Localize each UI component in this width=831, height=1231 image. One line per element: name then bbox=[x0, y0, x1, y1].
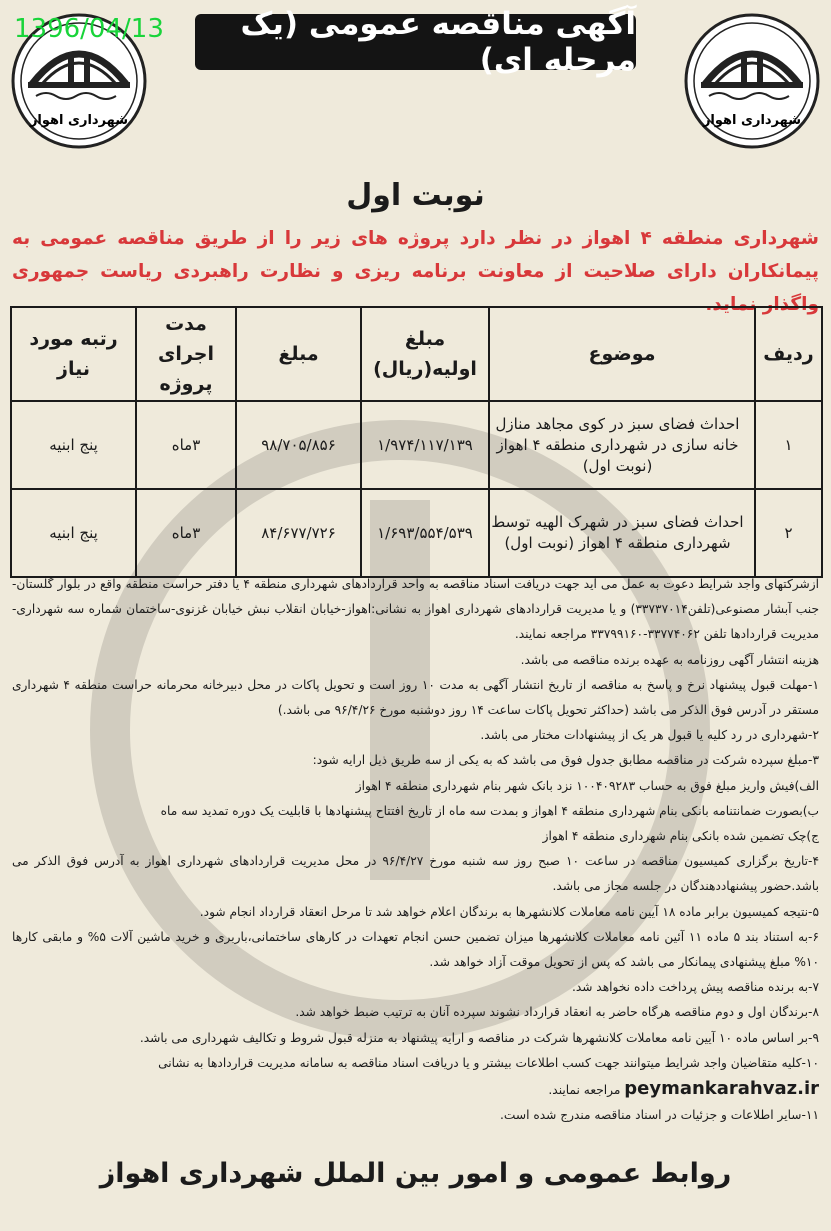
table-row bbox=[11, 401, 822, 489]
table-header-row bbox=[11, 307, 822, 401]
cell-initial-amount: ۱/۹۷۴/۱۱۷/۱۳۹ bbox=[361, 401, 489, 489]
paragraph: ۱۱-سایر اطلاعات و جزئیات در اسناد مناقصه مندرج شده است. bbox=[500, 1108, 819, 1123]
header-duration: مدت اجرای پروژه bbox=[136, 307, 236, 401]
conditions-text bbox=[12, 572, 819, 1128]
cell-duration: ۳ماه bbox=[136, 401, 236, 489]
footer-signature: روابط عمومی و امور بین الملل شهرداری اهواز bbox=[99, 1158, 732, 1189]
cell-grade: پنج ابنیه bbox=[11, 489, 136, 577]
paragraph: ۵-نتیجه کمیسیون برابر ماده ۱۸ آیین نامه معاملات کلانشهرها به برندگان اعلام خواهد شد تا مرحل انعقاد قرارداد انجام شود. bbox=[199, 904, 819, 919]
cell-subject: احداث فضای سبز در شهرک الهیه توسط شهرداری منطقه ۴ اهواز (نوبت اول) bbox=[489, 489, 755, 577]
paragraph: ۷-به برنده مناقصه پیش پرداخت داده نخواهد شد. bbox=[571, 980, 819, 995]
cell-row-number: ۲ bbox=[755, 489, 822, 577]
cell-duration: ۳ماه bbox=[136, 489, 236, 577]
paragraph bbox=[12, 1051, 819, 1076]
paragraph: هزینه انتشار آگهی روزنامه به عهده برنده مناقصه می باشد. bbox=[520, 652, 819, 667]
header-initial-amount: مبلغ اولیه(ریال) bbox=[361, 307, 489, 401]
cell-amount: ۸۴/۶۷۷/۷۲۶ bbox=[236, 489, 361, 577]
intro-text: شهرداری منطقه ۴ اهواز در نظر دارد پروژه های زیر را از طریق مناقصه عمومی به پیمانکاران دارای صلاحیت از معاونت برنامه ریزی و نظارت راهبردی ریاست جمهوری واگذار نماید. bbox=[12, 228, 819, 315]
paragraph: ج)چک تضمین شده بانکی بنام شهرداری منطقه ۴ اهواز bbox=[542, 829, 819, 844]
page-title: آگهی مناقصه عمومی (یک مرحله ای) bbox=[195, 14, 636, 70]
paragraph: ازشرکتهای واجد شرایط دعوت به عمل می آید جهت دریافت اسناد مناقصه به واحد قراردادهای شهرداری منطقه ۴ یا دفتر حراست منطقه واقع در بلوار گلستان-جنب آبشار مصنوعی(تلفن۳۳۷۳۷۰۱۴) و یا مدیریت قراردادهای شهرداری اهواز به نشانی:اهواز-خیابان انقلاب نبش خیابان غزنوی-ساختمان شماره سه شهرداری-مدیریت قراردادها تلفن ۳۳۷۷۴۰۶۲-۳۳۷۹۹۱۶۰ مراجعه نمایند. bbox=[12, 577, 819, 642]
table-row bbox=[11, 489, 822, 577]
header-grade: رتبه مورد نیاز bbox=[11, 307, 136, 401]
logo-caption: شهرداری اهواز bbox=[29, 113, 129, 128]
date-stamp: 1396/04/13 bbox=[14, 14, 164, 44]
cell-initial-amount: ۱/۶۹۳/۵۵۴/۵۳۹ bbox=[361, 489, 489, 577]
paragraph: ۳-مبلغ سپرده شرکت در مناقصه مطابق جدول فوق می باشد که به یکی از سه طریق ذیل ارایه شود: bbox=[312, 753, 819, 768]
round-heading: نوبت اول bbox=[346, 178, 485, 213]
tender-table bbox=[10, 306, 823, 578]
municipality-logo-right bbox=[683, 12, 821, 150]
header-subject: موضوع bbox=[489, 307, 755, 401]
cell-amount: ۹۸/۷۰۵/۸۵۶ bbox=[236, 401, 361, 489]
paragraph-text: ۱۰-کلیه متقاضیان واجد شرایط میتوانند جهت کسب اطلاعات بیشتر و یا دریافت اسناد مناقصه به سامانه مدیریت قراردادها به نشانی bbox=[158, 1055, 819, 1070]
header-row-number: ردیف bbox=[755, 307, 822, 401]
paragraph: ۴-تاریخ برگزاری کمیسیون مناقصه در ساعت ۱۰ صبح روز سه شنبه مورخ ۹۶/۴/۲۷ در محل مدیریت قراردادهای شهرداری اهواز به آدرس فوق الذکر می باشد.حضور پیشنهاددهندگان در جلسه مجاز می باشد. bbox=[12, 854, 819, 894]
paragraph: ۲-شهرداری در رد کلیه یا قبول هر یک از پیشنهادات مختار می باشد. bbox=[480, 728, 819, 743]
paragraph: ۹-بر اساس ماده ۱۰ آیین نامه معاملات کلانشهرها شرکت در مناقصه و ارایه پیشنهاد به منزله قبول شروط و تکالیف شهرداری می باشد. bbox=[139, 1030, 819, 1045]
paragraph: ۸-برندگان اول و دوم مناقصه هرگاه حاضر به انعقاد قرارداد نشوند سپرده آنان به ترتیب ضبط خواهد شد. bbox=[295, 1005, 819, 1020]
header-amount: مبلغ bbox=[236, 307, 361, 401]
paragraph: ب)بصورت ضمانتنامه بانکی بنام شهرداری منطقه ۴ اهواز و بمدت سه ماه از تاریخ افتتاح پیشنهادها با قابلیت یک دوره تمدید سه ماه bbox=[160, 803, 819, 818]
website-link[interactable]: peymankarahvaz.ir bbox=[624, 1078, 819, 1100]
paragraph bbox=[12, 1076, 819, 1103]
paragraph: الف)فیش واریز مبلغ فوق به حساب ۱۰۰۴۰۹۲۸۳ نزد بانک شهر بنام شهرداری منطقه ۴ اهواز bbox=[355, 778, 819, 793]
bridge-emblem-icon bbox=[683, 12, 821, 150]
paragraph-text: مراجعه نمایند. bbox=[548, 1083, 621, 1098]
cell-subject: احداث فضای سبز در کوی مجاهد منازل خانه سازی در شهرداری منطقه ۴ اهواز (نوبت اول) bbox=[489, 401, 755, 489]
logo-caption: شهرداری اهواز bbox=[702, 113, 802, 128]
cell-grade: پنج ابنیه bbox=[11, 401, 136, 489]
paragraph: ۱-مهلت قبول پیشنهاد نرخ و پاسخ به مناقصه از تاریخ انتشار آگهی به مدت ۱۰ روز است و تحویل پاکات در محل دبیرخانه محرمانه حراست منطقه ۴ شهرداری مستقر در آدرس فوق الذکر می باشد (حداکثر تحویل پاکات ساعت ۱۴ روز دوشنبه مورخ ۹۶/۴/۲۶ می باشد.) bbox=[12, 677, 819, 718]
paragraph: ۶-به استناد بند ۵ ماده ۱۱ آئین نامه معاملات کلانشهرها میزان تضمین حسن انجام تعهدات در کارهای ساختمانی،باربری و خرید ماشین آلات ۵% و مابقی کارها ۱۰% مبلغ پیشنهادی پیمانکار می باشد که پس از تحویل موقت آزاد خواهد شد. bbox=[12, 929, 819, 970]
cell-row-number: ۱ bbox=[755, 401, 822, 489]
